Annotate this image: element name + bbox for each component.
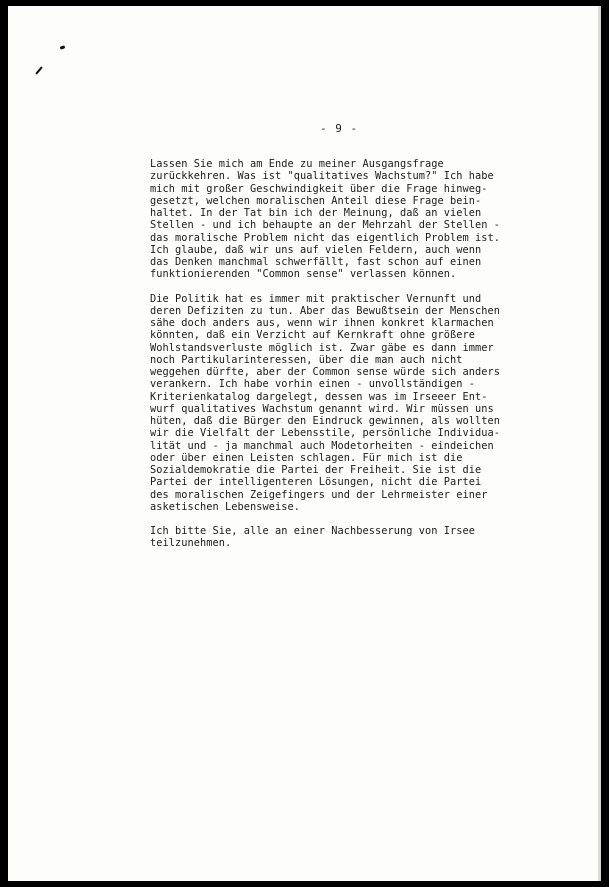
text-line: Lassen Sie mich am Ende zu meiner Ausgangsfrage bbox=[150, 158, 444, 170]
text-line: verankern. Ich habe vorhin einen - unvollständigen - bbox=[150, 378, 475, 391]
text-line: oder über einen Leisten schlagen. Für mich ist die bbox=[150, 451, 463, 464]
text-line: Die Politik hat es immer mit praktischer Vernunft und bbox=[150, 292, 482, 305]
paragraph bbox=[150, 525, 550, 550]
text-line: asketischen Lebensweise. bbox=[150, 500, 300, 513]
text-line: Sozialdemokratie die Partei der Freiheit. Sie ist die bbox=[150, 464, 482, 476]
text-line: lität und - ja manchmal auch Modetorheiten - eindeichen bbox=[150, 439, 494, 452]
text-line: Ich glaube, daß wir uns auf vielen Feldern, auch wenn bbox=[150, 243, 482, 256]
page-edge-shadow bbox=[598, 6, 601, 881]
paragraph bbox=[150, 158, 550, 281]
text-line: wurf qualitatives Wachstum genannt wird. Wir müssen uns bbox=[150, 402, 494, 415]
text-line: das Denken manchmal schwerfällt, fast schon auf einen bbox=[150, 256, 482, 268]
text-line: teilzunehmen. bbox=[150, 537, 232, 550]
text-line: hüten, daß die Bürger den Eindruck gewinnen, als wollten bbox=[150, 415, 500, 427]
text-line: zurückkehren. Was ist "qualitatives Wachstum?" Ich habe bbox=[150, 170, 494, 183]
text-line: sähe doch anders aus, wenn wir ihnen konkret klarmachen bbox=[150, 317, 494, 329]
text-line: mich mit großer Geschwindigkeit über die Frage hinweg- bbox=[150, 182, 488, 195]
text-line: Kriterienkatalog dargelegt, dessen was im Irseeer Ent- bbox=[150, 390, 488, 403]
text-line: Wohlstandsverluste möglich ist. Zwar gäbe es dann immer bbox=[150, 341, 494, 354]
text-line: noch Partikularinteressen, über die man auch nicht bbox=[150, 353, 463, 366]
page-number: - 9 - bbox=[320, 122, 359, 135]
body-text bbox=[150, 158, 550, 562]
text-line: deren Defiziten zu tun. Aber das Bewußtsein der Menschen bbox=[150, 304, 500, 317]
text-line: funktionierenden "Common sense" verlassen können. bbox=[150, 268, 457, 281]
text-line: weggehen dürfte, aber der Common sense würde sich anders bbox=[150, 366, 500, 378]
text-line: haltet. In der Tat bin ich der Meinung, daß an vielen bbox=[150, 207, 482, 219]
text-line: Partei der intelligenteren Lösungen, nicht die Partei bbox=[150, 476, 482, 489]
text-line: wir die Vielfalt der Lebensstile, persönliche Individua- bbox=[150, 427, 500, 440]
text-line: könnten, daß ein Verzicht auf Kernkraft ohne größere bbox=[150, 329, 475, 342]
text-line: gesetzt, welchen moralischen Anteil diese Frage bein- bbox=[150, 194, 482, 207]
text-line: das moralische Problem nicht das eigentlich Problem ist. bbox=[150, 231, 500, 244]
text-line: Stellen - und ich behaupte an der Mehrzahl der Stellen - bbox=[150, 219, 500, 232]
scan-stroke-mark bbox=[35, 66, 42, 74]
paragraph bbox=[150, 293, 550, 514]
text-line: Ich bitte Sie, alle an einer Nachbesserung von Irsee bbox=[150, 525, 475, 537]
scan-speck-mark bbox=[60, 45, 66, 50]
text-line: des moralischen Zeigefingers und der Lehrmeister einer bbox=[150, 488, 488, 501]
